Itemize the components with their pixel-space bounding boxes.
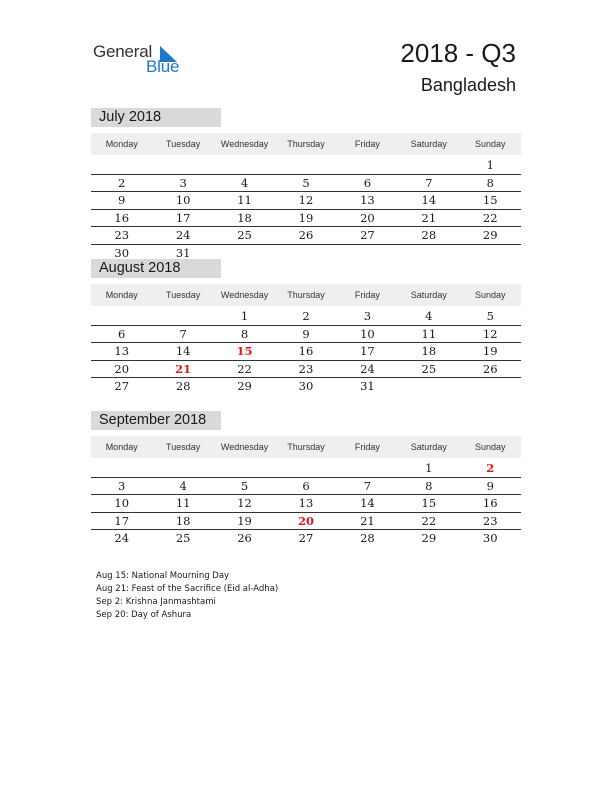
week-row [91,460,521,478]
date-cell: 21 [360,513,375,528]
date-cell: 17 [360,344,375,358]
logo [93,42,193,78]
date-cell: 4 [179,478,187,493]
date-cell: 1 [486,158,494,172]
date-cell: 3 [179,175,187,190]
date-cell: 22 [237,361,252,376]
weekday-label: Saturday [410,290,447,300]
date-cell [275,157,336,174]
date-cell: 5 [240,478,249,493]
date-cell: 31 [360,379,375,393]
date-cell: 14 [421,193,437,207]
date-cell: 15 [482,193,498,207]
date-cell: 25 [237,228,252,242]
holiday-date-cell: 20 [297,513,314,528]
date-cell: 18 [175,513,191,528]
date-cell: 24 [175,228,191,242]
date-cell [460,378,521,395]
logo-general-text: General [93,42,153,61]
date-cell: 7 [363,478,372,493]
date-cell: 26 [298,228,314,242]
date-cell: 25 [175,531,191,545]
date-cell: 19 [237,513,252,528]
date-cell: 12 [482,326,498,341]
date-cell: 11 [421,326,437,341]
date-cell: 26 [482,361,498,376]
week-row [91,227,521,245]
date-cell [91,460,152,477]
week-row [91,192,521,210]
date-cell: 27 [298,531,314,545]
month-title: July 2018 [91,108,221,127]
weekday-label: Wednesday [220,139,269,149]
weekday-header-row [91,436,521,458]
date-cell: 25 [421,361,437,376]
date-cell: 5 [486,309,494,323]
date-cell: 30 [482,531,498,545]
date-cell: 21 [421,210,437,225]
date-cell: 7 [179,326,187,341]
weekday-label: Monday [105,139,138,149]
date-cell: 3 [118,478,126,493]
date-cell: 8 [486,175,494,190]
date-cell: 20 [360,210,375,225]
date-cell: 9 [302,326,310,341]
date-cell: 22 [482,210,498,225]
date-cell: 19 [298,210,314,225]
holiday-note: Sep 2: Krishna Janmashtami [96,597,216,607]
date-cell: 6 [302,478,310,493]
date-cell: 29 [482,228,498,242]
date-cell: 6 [118,326,126,341]
date-cell: 13 [114,344,130,358]
date-cell [152,460,213,477]
month-september [91,411,521,547]
date-cell: 26 [237,531,252,545]
weekday-label: Friday [354,442,380,452]
date-cell: 6 [363,175,372,190]
date-cell: 4 [425,309,433,323]
holiday-date-cell: 21 [175,361,192,376]
week-row [91,308,521,326]
date-cell [152,157,213,174]
month-july [91,108,521,261]
page-title: 2018 - Q3 [400,38,516,68]
holiday-notes [96,570,278,622]
week-row [91,513,521,531]
date-cell: 1 [425,461,433,475]
date-cell: 8 [425,478,433,493]
date-cell: 30 [114,245,130,260]
date-cell: 16 [482,496,498,510]
week-row [91,378,521,395]
date-cell: 3 [363,309,372,323]
weekday-label: Friday [354,290,380,300]
week-row [91,495,521,513]
weekday-label: Monday [105,290,138,300]
date-cell [398,157,459,174]
date-cell [275,460,336,477]
date-cell: 22 [421,513,437,528]
month-august [91,259,521,395]
date-cell: 14 [360,496,375,510]
date-cell: 1 [240,309,249,323]
month-title: August 2018 [91,259,221,278]
date-cell [152,308,213,325]
date-cell: 23 [298,361,314,376]
weekday-header-row [91,133,521,155]
date-cell: 17 [114,513,130,528]
date-cell: 12 [237,496,252,510]
date-cell: 11 [175,496,191,510]
date-cell: 14 [175,344,191,358]
date-cell: 27 [114,379,130,393]
week-row [91,326,521,344]
holiday-date-cell: 15 [236,344,253,358]
date-cell: 29 [421,531,437,545]
weekday-label: Tuesday [166,139,201,149]
weekday-label: Saturday [410,139,447,149]
date-cell [91,157,152,174]
country-name: Bangladesh [420,75,516,95]
date-cell: 10 [360,326,375,341]
date-cell [214,157,275,174]
weekday-label: Friday [354,139,380,149]
date-cell [91,308,152,325]
logo-blue-text: Blue [146,57,180,76]
holiday-note: Aug 21: Feast of the Sacrifice (Eid al-Adha) [96,584,279,594]
month-title: September 2018 [91,411,221,430]
holiday-note: Aug 15: National Mourning Day [96,571,230,581]
weekday-label: Wednesday [220,442,269,452]
date-cell: 2 [118,175,126,190]
weekday-label: Tuesday [166,290,201,300]
date-cell: 16 [298,344,314,358]
date-cell: 2 [302,309,310,323]
date-cell: 27 [360,228,375,242]
date-cell: 11 [237,193,252,207]
date-cell: 18 [421,344,437,358]
date-cell: 28 [360,531,375,545]
week-row [91,210,521,228]
holiday-date-cell: 2 [486,461,495,475]
date-cell: 29 [237,379,252,393]
date-cell: 24 [114,531,130,545]
weekday-label: Sunday [474,442,506,452]
date-cell: 31 [175,245,191,260]
weekday-label: Sunday [474,290,506,300]
weekday-header-row [91,284,521,306]
week-row [91,175,521,193]
date-cell: 9 [118,193,126,207]
date-cell [398,378,459,395]
date-cell: 23 [114,228,130,242]
week-row [91,343,521,361]
date-cell: 15 [421,496,437,510]
week-row [91,478,521,496]
date-cell: 20 [114,361,130,376]
date-cell: 28 [175,379,191,393]
weekday-label: Saturday [410,442,447,452]
weekday-label: Tuesday [166,442,201,452]
date-cell: 17 [175,210,191,225]
week-row [91,157,521,175]
date-cell [337,460,398,477]
date-cell [214,460,275,477]
week-row [91,361,521,379]
date-cell: 4 [240,175,249,190]
date-cell: 10 [114,496,130,510]
date-cell: 28 [421,228,437,242]
date-cell: 19 [482,344,498,358]
holiday-note: Sep 20: Day of Ashura [96,610,192,620]
date-cell: 16 [114,210,130,225]
date-cell: 5 [302,175,310,190]
date-cell: 10 [175,193,191,207]
weekday-label: Monday [105,442,138,452]
date-cell: 24 [360,361,375,376]
date-cell: 18 [237,210,252,225]
date-cell: 13 [360,193,375,207]
date-cell: 30 [298,379,314,393]
date-cell: 13 [298,496,314,510]
date-cell: 7 [425,175,433,190]
date-cell: 9 [486,478,494,493]
weekday-label: Sunday [474,139,506,149]
weekday-label: Thursday [287,139,325,149]
date-cell: 8 [240,326,249,341]
date-cell: 23 [482,513,498,528]
week-row [91,530,521,547]
date-cell: 12 [298,193,314,207]
weekday-label: Wednesday [220,290,269,300]
weekday-label: Thursday [287,442,325,452]
date-cell [337,157,398,174]
weekday-label: Thursday [287,290,325,300]
